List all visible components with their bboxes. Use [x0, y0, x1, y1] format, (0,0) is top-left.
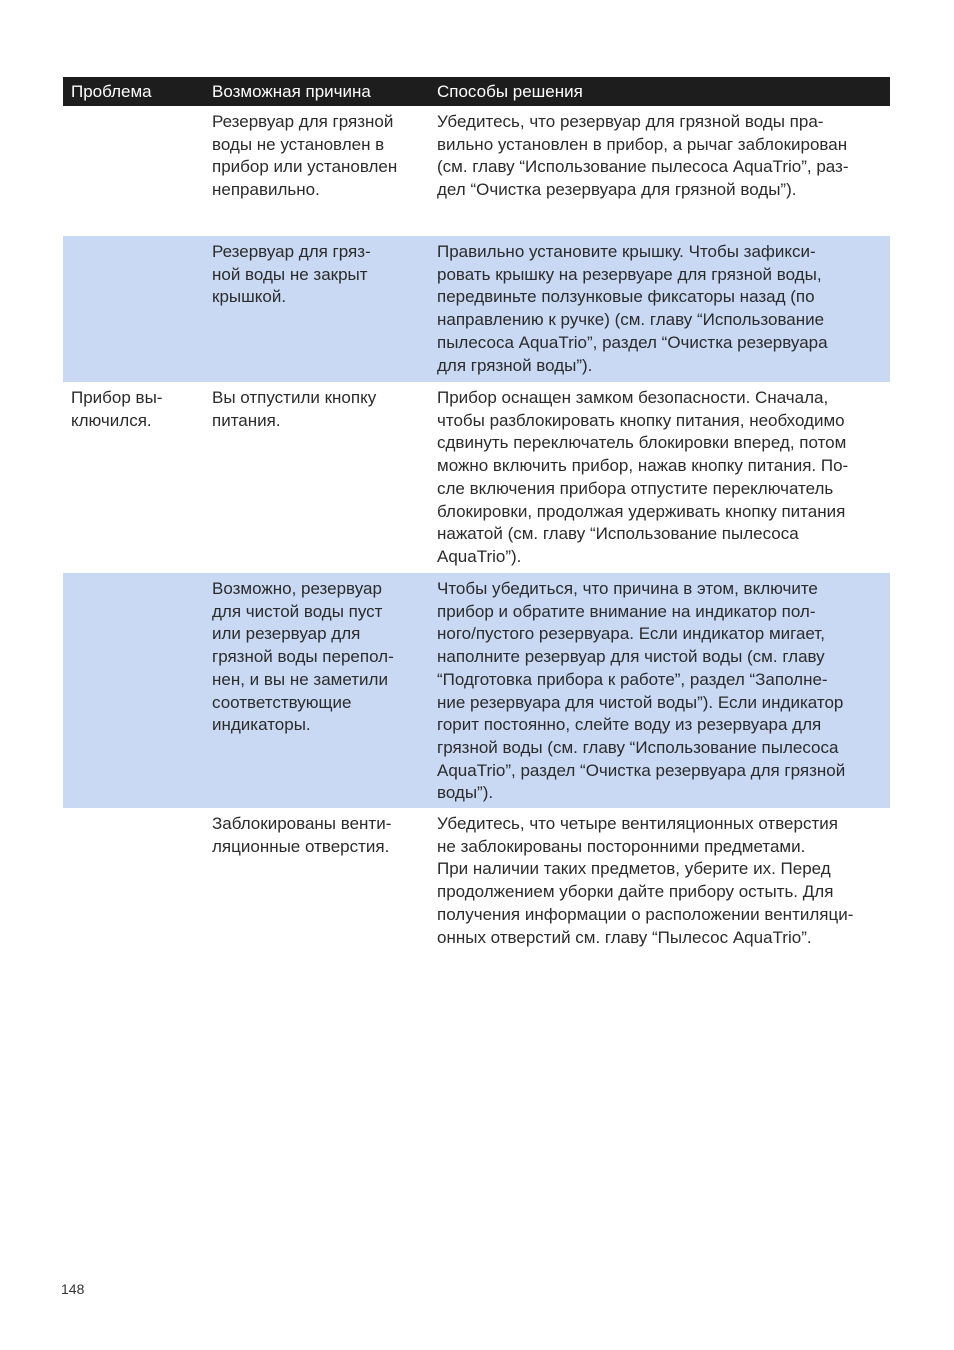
- solution-cell: Правильно установите крышку. Чтобы зафикси- ровать крышку на резервуаре для грязной воды, передвиньте ползунковые фиксаторы назад (по направлению к ручке) (см. главу “Использование пылесоса AquaTrio”, раздел “Очистка резервуара для грязной воды”).: [437, 242, 828, 375]
- cause-cell: Резервуар для гряз- ной воды не закрыт крышкой.: [212, 242, 371, 307]
- header-cause: Возможная причина: [212, 82, 371, 101]
- header-solution: Способы решения: [437, 82, 583, 101]
- table-header-row: [63, 77, 890, 106]
- header-problem: Проблема: [71, 82, 152, 101]
- cause-cell: Возможно, резервуар для чистой воды пуст или резервуар для грязной воды перепол- нен, и вы не заметили соответствующие индикаторы.: [212, 579, 394, 735]
- cause-cell: Заблокированы венти- ляционные отверстия.: [212, 814, 392, 856]
- solution-cell: Убедитесь, что резервуар для грязной воды пра- вильно установлен в прибор, а рычаг заблокирован (см. главу “Использование пылесоса AquaTrio”, раз- дел “Очистка резервуара для грязной воды”).: [437, 112, 849, 200]
- problem-cell: [63, 106, 204, 236]
- problem-cell: [63, 808, 204, 958]
- problem-cell: [63, 236, 204, 382]
- problem-cell: [63, 573, 204, 808]
- solution-cell: Прибор оснащен замком безопасности. Сначала, чтобы разблокировать кнопку питания, необходимо сдвинуть переключатель блокировки вперед, потом можно включить прибор, нажав кнопку питания. По- сле включения прибора отпустите переключатель блокировки, продолжая удерживать кнопку питания нажатой (см. главу “Использование пылесоса AquaTrio”).: [437, 388, 849, 566]
- troubleshooting-table: [63, 77, 890, 958]
- table-row: [63, 236, 890, 382]
- table-row: [63, 808, 890, 958]
- table-row: [63, 382, 890, 573]
- table-row: [63, 573, 890, 808]
- page-number: 148: [61, 1281, 85, 1297]
- problem-cell: Прибор вы- ключился.: [71, 388, 163, 430]
- solution-cell: Чтобы убедиться, что причина в этом, включите прибор и обратите внимание на индикатор пол- ного/пустого резервуара. Если индикатор мигает, наполните резервуар для чистой воды (см. главу “Подготовка прибора к работе”, раздел “Заполне- ние резервуара для чистой воды”). Если индикатор горит постоянно, слейте воду из резервуара для грязной воды (см. главу “Использование пылесоса AquaTrio”, раздел “Очистка резервуара для грязной воды”).: [437, 579, 846, 803]
- solution-cell: Убедитесь, что четыре вентиляционных отверстия не заблокированы посторонними предметами. При наличии таких предметов, уберите их. Перед продолжением уборки дайте прибору остыть. Для получения информации о расположении вентиляци- онных отверстий см. главу “Пылесос AquaTrio”.: [437, 814, 854, 947]
- cause-cell: Резервуар для грязной воды не установлен в прибор или установлен неправильно.: [212, 112, 398, 200]
- cause-cell: Вы отпустили кнопку питания.: [212, 388, 377, 430]
- table-row: [63, 106, 890, 236]
